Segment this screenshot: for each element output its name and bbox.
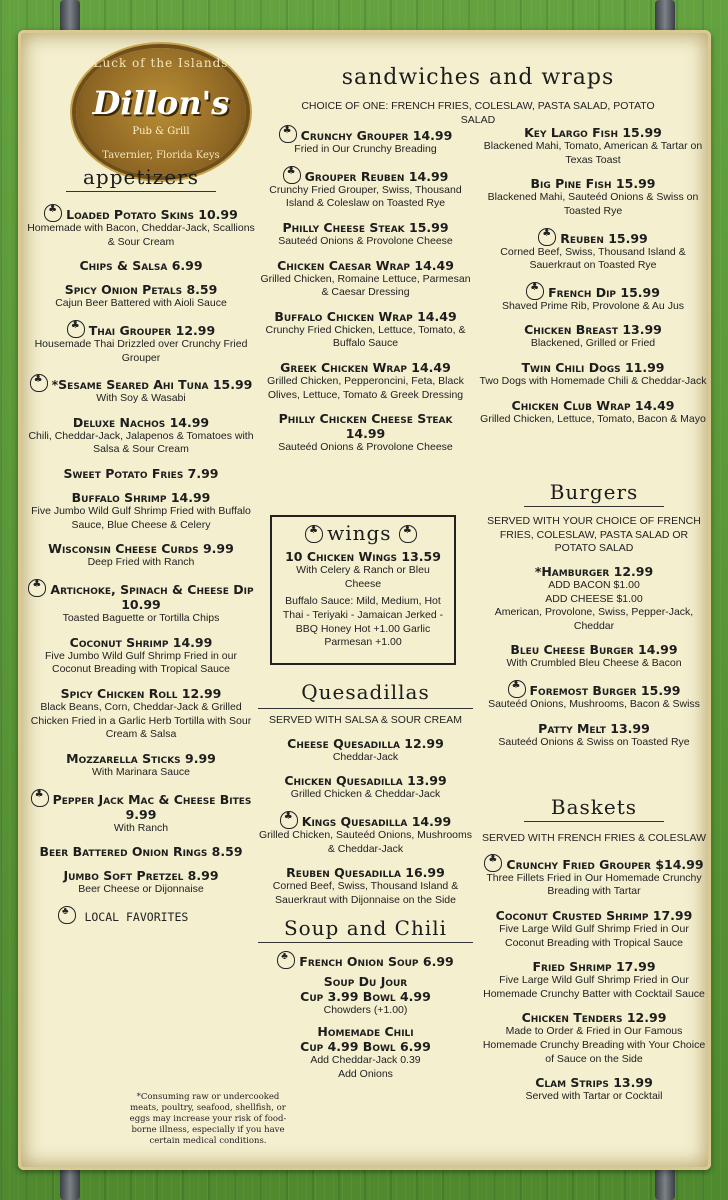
menu-item-label: Thai Grouper 12.99 xyxy=(88,322,216,338)
menu-item xyxy=(26,635,256,677)
local-favorite-icon xyxy=(31,789,49,807)
menu-item xyxy=(26,541,256,570)
menu-item-label: Mozzarella Sticks 9.99 xyxy=(66,750,216,766)
local-favorite-icon xyxy=(280,811,298,829)
menu-item xyxy=(258,258,473,300)
logo-brand: Dillon's xyxy=(92,84,230,122)
menu-item-desc: Cajun Beer Battered with Aioli Sauce xyxy=(55,297,227,310)
menu-item-desc: Corned Beef, Swiss, Thousand Island & Sauerkraut with Dijonnaise on the Side xyxy=(272,880,459,906)
menu-item-name xyxy=(26,258,256,273)
menu-item-desc: Crunchy Fried Grouper, Swiss, Thousand Island & Coleslaw on Toasted Rye xyxy=(269,183,462,210)
soup-onion-name: French Onion Soup 6.99 xyxy=(299,954,454,970)
local-favorite-icon xyxy=(526,282,544,300)
menu-item-label: Kings Quesadilla 14.99 xyxy=(301,813,452,829)
menu-item-desc: Five Large Wild Gulf Shrimp Fried in Our Coconut Breading with Tropical Sauce xyxy=(499,922,689,949)
sandwiches-right-column xyxy=(478,125,708,435)
menu-item-label: Reuben 15.99 xyxy=(560,230,648,246)
menu-item-label: Chicken Quesadilla 13.99 xyxy=(284,773,447,789)
menu-item-name xyxy=(258,360,473,375)
menu-item xyxy=(26,415,256,457)
wings-box xyxy=(270,515,456,665)
menu-item xyxy=(480,1075,708,1104)
menu-item-name xyxy=(478,125,708,140)
menu-item xyxy=(26,579,256,626)
menu-item-name xyxy=(480,854,708,872)
quesadillas-sub: SERVED WITH SALSA & SOUR CREAM xyxy=(258,708,473,728)
menu-item xyxy=(26,686,256,742)
menu-item-label: Key Largo Fish 15.99 xyxy=(524,125,662,140)
menu-item-label: Twin Chili Dogs 11.99 xyxy=(521,360,665,376)
menu-item-label: Loaded Potato Skins 10.99 xyxy=(66,207,238,222)
menu-item-desc: Chili, Cheddar-Jack, Jalapenos & Tomatoes with Salsa & Sour Cream xyxy=(28,429,254,456)
disclaimer: *Consuming raw or undercooked meats, poultry, seafood, shellfish, or eggs may increase your risk of food-borne illness, especially if you have certain medical conditions. xyxy=(129,1092,287,1147)
menu-item-desc: With Ranch xyxy=(113,821,169,834)
wings-title-row xyxy=(278,521,448,545)
menu-item-name xyxy=(26,282,256,297)
menu-item-name xyxy=(478,360,708,375)
logo-ring-top: Luck of the Islands xyxy=(93,56,229,70)
menu-item-label: Crunchy Fried Grouper $14.99 xyxy=(506,856,704,872)
menu-item-label: Chicken Caesar Wrap 14.49 xyxy=(277,257,454,273)
menu-item xyxy=(258,736,473,765)
menu-item xyxy=(258,166,473,211)
menu-item-name xyxy=(478,228,708,246)
wings-title: wings xyxy=(327,521,392,545)
menu-item-name xyxy=(26,541,256,556)
menu-item-label: Fried Shrimp 17.99 xyxy=(532,959,656,975)
menu-item-desc: Toasted Baguette or Tortilla Chips xyxy=(62,612,220,625)
menu-item-name xyxy=(480,1010,708,1025)
local-favorite-icon xyxy=(279,125,297,143)
wings-fav-icon-right xyxy=(399,525,417,543)
menu-item-desc: Black Beans, Corn, Cheddar-Jack & Grilled Chicken Fried in a Garlic Herb Tortilla with Sour Cream & Salsa xyxy=(30,700,252,741)
local-favorite-icon xyxy=(67,320,85,338)
menu-item-label: Chicken Tenders 12.99 xyxy=(521,1010,667,1026)
menu-item-desc: Grilled Chicken & Cheddar-Jack xyxy=(290,788,441,801)
menu-item xyxy=(258,309,473,351)
menu-item-name xyxy=(480,959,708,974)
menu-item-name xyxy=(26,579,256,612)
menu-item-label: Chips & Salsa 6.99 xyxy=(79,258,203,274)
menu-item-name xyxy=(480,908,708,923)
soup-du-jour-price: Cup 3.99 Bowl 4.99 xyxy=(300,989,431,1005)
menu-item xyxy=(258,865,473,907)
menu-item-label: Grouper Reuben 14.99 xyxy=(304,168,449,184)
menu-item-name xyxy=(478,176,708,191)
menu-item-name xyxy=(258,220,473,235)
menu-item-label: Patty Melt 13.99 xyxy=(538,720,650,736)
chili-add-onions: Add Onions xyxy=(338,1067,393,1080)
menu-item-name xyxy=(26,635,256,650)
menu-item xyxy=(480,721,708,750)
menu-item-label: Greek Chicken Wrap 14.49 xyxy=(280,360,451,376)
menu-item-desc: With Crumbled Bleu Cheese & Bacon xyxy=(506,657,682,670)
local-favorite-icon xyxy=(283,166,301,184)
menu-item-label: Chicken Breast 13.99 xyxy=(524,322,662,338)
baskets-sub: SERVED WITH FRENCH FRIES & COLESLAW xyxy=(481,832,707,844)
menu-item-desc: With Soy & Wasabi xyxy=(96,392,186,405)
menu-item-name xyxy=(26,320,256,338)
burger-cheese-options: American, Provolone, Swiss, Pepper-Jack, Cheddar xyxy=(494,606,694,632)
local-favorite-icon xyxy=(30,374,48,392)
menu-item-name xyxy=(258,865,473,880)
quesadillas-title: Quesadillas xyxy=(301,680,430,704)
menu-item xyxy=(258,811,473,856)
menu-item-name xyxy=(478,398,708,413)
menu-item-label: Buffalo Chicken Wrap 14.49 xyxy=(274,308,457,324)
menu-item-name xyxy=(26,374,256,392)
menu-item-desc: Two Dogs with Homemade Chili & Cheddar-Jack xyxy=(479,375,707,388)
menu-item xyxy=(258,773,473,802)
menu-item-label: Buffalo Shrimp 14.99 xyxy=(71,490,211,506)
menu-item-desc: Deep Fried with Ranch xyxy=(87,556,195,569)
baskets-list xyxy=(480,854,708,1104)
menu-item-name xyxy=(480,721,708,736)
soup-chowders: Chowders (+1.00) xyxy=(323,1004,408,1017)
soup-fav-icon xyxy=(277,951,295,969)
menu-item-desc: Served with Tartar or Cocktail xyxy=(525,1090,663,1103)
menu-item xyxy=(26,868,256,897)
menu-item-desc: Sauteéd Onions, Mushrooms, Bacon & Swiss xyxy=(488,698,700,711)
menu-item xyxy=(478,125,708,167)
menu-item xyxy=(258,360,473,402)
menu-item-label: Philly Chicken Cheese Steak 14.99 xyxy=(278,411,453,442)
appetizers-section xyxy=(26,165,256,926)
menu-item-label: Cheese Quesadilla 12.99 xyxy=(287,735,444,751)
menu-item-desc: Sauteéd Onions & Swiss on Toasted Rye xyxy=(498,735,690,748)
menu-item xyxy=(26,282,256,311)
soup-title: Soup and Chili xyxy=(258,916,473,943)
menu-item xyxy=(480,908,708,950)
menu-item-desc: Blackened, Grilled or Fried xyxy=(530,337,656,350)
menu-item-label: Crunchy Grouper 14.99 xyxy=(300,128,453,143)
appetizers-list xyxy=(26,204,256,897)
menu-item-name xyxy=(26,868,256,883)
burgers-sub: SERVED WITH YOUR CHOICE OF FRENCH FRIES, COLESLAW, PASTA SALAD OR POTATO SALAD xyxy=(487,515,701,555)
wings-name: 10 Chicken Wings 13.59 xyxy=(285,549,441,564)
menu-item-desc: Sauteéd Onions & Provolone Cheese xyxy=(278,234,453,247)
menu-item-name xyxy=(26,686,256,701)
menu-item-desc: Cheddar-Jack xyxy=(332,750,399,763)
menu-item-label: Spicy Onion Petals 8.59 xyxy=(64,282,218,298)
menu-item-desc: Shaved Prime Rib, Provolone & Au Jus xyxy=(501,299,685,312)
menu-item-label: Chicken Club Wrap 14.49 xyxy=(511,397,675,413)
menu-item-desc: Fried in Our Crunchy Breading xyxy=(294,143,437,155)
menu-item-desc: Sauteéd Onions & Provolone Cheese xyxy=(278,441,453,454)
menu-item-desc: Grilled Chicken, Romaine Lettuce, Parmesan & Caesar Dressing xyxy=(260,272,471,299)
menu-item xyxy=(258,411,473,455)
menu-item xyxy=(480,1010,708,1066)
menu-item-label: Deluxe Nachos 14.99 xyxy=(72,414,210,430)
menu-item-desc: Crunchy Fried Chicken, Lettuce, Tomato, & Buffalo Sauce xyxy=(265,323,466,350)
menu-item-label: Philly Cheese Steak 15.99 xyxy=(282,219,449,235)
menu-item-label: French Dip 15.99 xyxy=(548,284,660,300)
menu-item-desc: Five Large Wild Gulf Shrimp Fried in Our Homemade Crunchy Batter with Cocktail Sauce xyxy=(483,974,705,1000)
chili-name: Homemade Chili xyxy=(317,1024,414,1040)
menu-item-desc: Three Fillets Fried in Our Homemade Crunchy Breading with Tartar xyxy=(486,871,702,898)
wings-desc: With Celery & Ranch or Bleu Cheese xyxy=(296,564,430,590)
menu-item-name xyxy=(258,773,473,788)
local-favorite-icon xyxy=(538,228,556,246)
menu-item-label: Sweet Potato Fries 7.99 xyxy=(63,466,219,482)
appetizers-title: appetizers xyxy=(66,165,216,192)
baskets-title: Baskets xyxy=(524,795,664,822)
menu-item-name xyxy=(258,411,473,441)
menu-item-desc: Housemade Thai Drizzled over Crunchy Fried Grouper xyxy=(34,337,248,364)
menu-item-desc: Grilled Chicken, Sauteéd Onions, Mushrooms & Cheddar-Jack xyxy=(258,828,472,855)
local-favorites-label: LOCAL FAVORITES xyxy=(84,909,189,924)
menu-item xyxy=(478,398,708,427)
menu-item-label: Pepper Jack Mac & Cheese Bites 9.99 xyxy=(52,791,252,822)
menu-item-label: Reuben Quesadilla 16.99 xyxy=(286,865,445,881)
menu-item xyxy=(480,642,708,671)
menu-item-label: Wisconsin Cheese Curds 9.99 xyxy=(48,541,234,557)
menu-item-name xyxy=(26,415,256,430)
menu-item-name xyxy=(26,204,256,222)
menu-item-name xyxy=(258,125,473,143)
quesadillas-list xyxy=(258,736,473,908)
menu-item-name xyxy=(478,322,708,337)
menu-item-name xyxy=(258,736,473,751)
menu-item xyxy=(478,228,708,273)
menu-item xyxy=(26,844,256,859)
hamburger-name: *Hamburger 12.99 xyxy=(534,563,654,579)
menu-item-desc: Beer Cheese or Dijonnaise xyxy=(78,883,204,896)
menu-item xyxy=(258,220,473,249)
menu-item-label: Spicy Chicken Roll 12.99 xyxy=(60,685,222,701)
menu-item-desc: Homemade with Bacon, Cheddar-Jack, Scallions & Sour Cream xyxy=(27,222,255,248)
local-favorites-legend xyxy=(26,906,256,926)
menu-item-name xyxy=(26,490,256,505)
menu-item xyxy=(26,258,256,273)
soup-onion xyxy=(258,951,473,971)
menu-item xyxy=(478,360,708,389)
menu-item-label: Big Pine Fish 15.99 xyxy=(530,176,656,192)
menu-item-name xyxy=(258,258,473,273)
menu-item-desc: With Marinara Sauce xyxy=(91,765,191,778)
sandwiches-header xyxy=(288,65,668,127)
sandwiches-title: sandwiches and wraps xyxy=(341,65,615,90)
local-favorite-icon xyxy=(508,680,526,698)
local-favorite-icon xyxy=(58,906,76,924)
menu-item-desc: Grilled Chicken, Pepperoncini, Feta, Black Olives, Lettuce, Tomato & Greek Dressing xyxy=(267,375,464,401)
menu-item xyxy=(26,466,256,481)
menu-item-name xyxy=(478,282,708,300)
menu-item-label: Clam Strips 13.99 xyxy=(535,1075,653,1091)
menu-item xyxy=(258,125,473,157)
menu-item-desc: Made to Order & Fried in Our Famous Homemade Crunchy Breading with Your Choice of Sauce on the Side xyxy=(482,1025,706,1065)
menu-item-desc: Corned Beef, Swiss, Thousand Island & Sauerkraut on Toasted Rye xyxy=(500,245,686,272)
local-favorite-icon xyxy=(28,579,46,597)
sandwiches-choice: CHOICE OF ONE: FRENCH FRIES, COLESLAW, PASTA SALAD, POTATO SALAD xyxy=(301,100,655,126)
menu-item xyxy=(26,374,256,406)
soup-du-jour: Soup Du Jour xyxy=(323,974,408,990)
menu-item-name xyxy=(26,844,256,859)
burgers-title: Burgers xyxy=(524,480,664,507)
menu-item-label: Coconut Crusted Shrimp 17.99 xyxy=(495,907,693,923)
menu-item-label: Jumbo Soft Pretzel 8.99 xyxy=(63,868,219,884)
menu-item xyxy=(480,680,708,712)
menu-item xyxy=(26,789,256,836)
menu-item-desc: Blackened Mahi, Sauteéd Onions & Swiss on Toasted Rye xyxy=(487,191,699,217)
sandwiches-left-column xyxy=(258,125,473,464)
menu-item xyxy=(26,320,256,365)
menu-item-name xyxy=(258,166,473,184)
menu-item-label: Beer Battered Onion Rings 8.59 xyxy=(39,844,243,860)
menu-paper xyxy=(18,30,711,1170)
menu-item-name xyxy=(258,309,473,324)
burgers-list xyxy=(480,642,708,749)
wings-fav-icon-left xyxy=(305,525,323,543)
burger-add-cheese: ADD CHEESE $1.00 xyxy=(545,592,643,605)
menu-item xyxy=(26,490,256,532)
baskets-section xyxy=(480,795,708,1113)
menu-item xyxy=(26,751,256,780)
chili-add-cheddar: Add Cheddar-Jack 0.39 xyxy=(310,1054,421,1067)
menu-item-name xyxy=(480,1075,708,1090)
menu-item xyxy=(26,204,256,249)
burgers-section xyxy=(480,480,708,758)
menu-item-desc: Five Jumbo Wild Gulf Shrimp Fried in our Coconut Breading with Tropical Sauce xyxy=(45,649,237,676)
menu-item-name xyxy=(258,811,473,829)
menu-item-name xyxy=(26,751,256,766)
menu-item xyxy=(478,282,708,314)
menu-item-label: *Sesame Seared Ahi Tuna 15.99 xyxy=(51,377,253,393)
dillons-logo xyxy=(76,48,246,176)
menu-item-label: Coconut Shrimp 14.99 xyxy=(69,634,213,650)
local-favorite-icon xyxy=(484,854,502,872)
menu-item-label: Artichoke, Spinach & Cheese Dip 10.99 xyxy=(50,582,254,613)
menu-item-label: Foremost Burger 15.99 xyxy=(529,683,681,699)
wings-sauces: Buffalo Sauce: Mild, Medium, Hot Thai - Teriyaki - Jamaican Jerked - BBQ Honey Hot +1.00 Garlic Parmesan +1.00 xyxy=(282,595,444,649)
menu-item xyxy=(480,854,708,899)
menu-item-desc: Grilled Chicken, Lettuce, Tomato, Bacon & Mayo xyxy=(480,412,706,425)
quesadillas-section xyxy=(258,680,473,1081)
menu-item-desc: Blackened Mahi, Tomato, American & Tartar on Texas Toast xyxy=(483,140,703,166)
menu-item-desc: Five Jumbo Wild Gulf Shrimp Fried with Buffalo Sauce, Blue Cheese & Celery xyxy=(31,505,251,531)
menu-item-name xyxy=(26,466,256,481)
menu-item xyxy=(480,959,708,1001)
menu-item xyxy=(478,176,708,218)
menu-item-label: Bleu Cheese Burger 14.99 xyxy=(510,642,678,658)
menu-item-name xyxy=(480,680,708,698)
burger-add-bacon: ADD BACON $1.00 xyxy=(548,578,640,591)
menu-item xyxy=(478,322,708,351)
logo-sub: Pub & Grill xyxy=(132,126,190,137)
menu-item-name xyxy=(26,789,256,822)
chili-price: Cup 4.99 Bowl 6.99 xyxy=(300,1039,431,1055)
menu-item-name xyxy=(480,642,708,657)
local-favorite-icon xyxy=(44,204,62,222)
logo-ring-bottom: Tavernier, Florida Keys xyxy=(102,150,220,161)
